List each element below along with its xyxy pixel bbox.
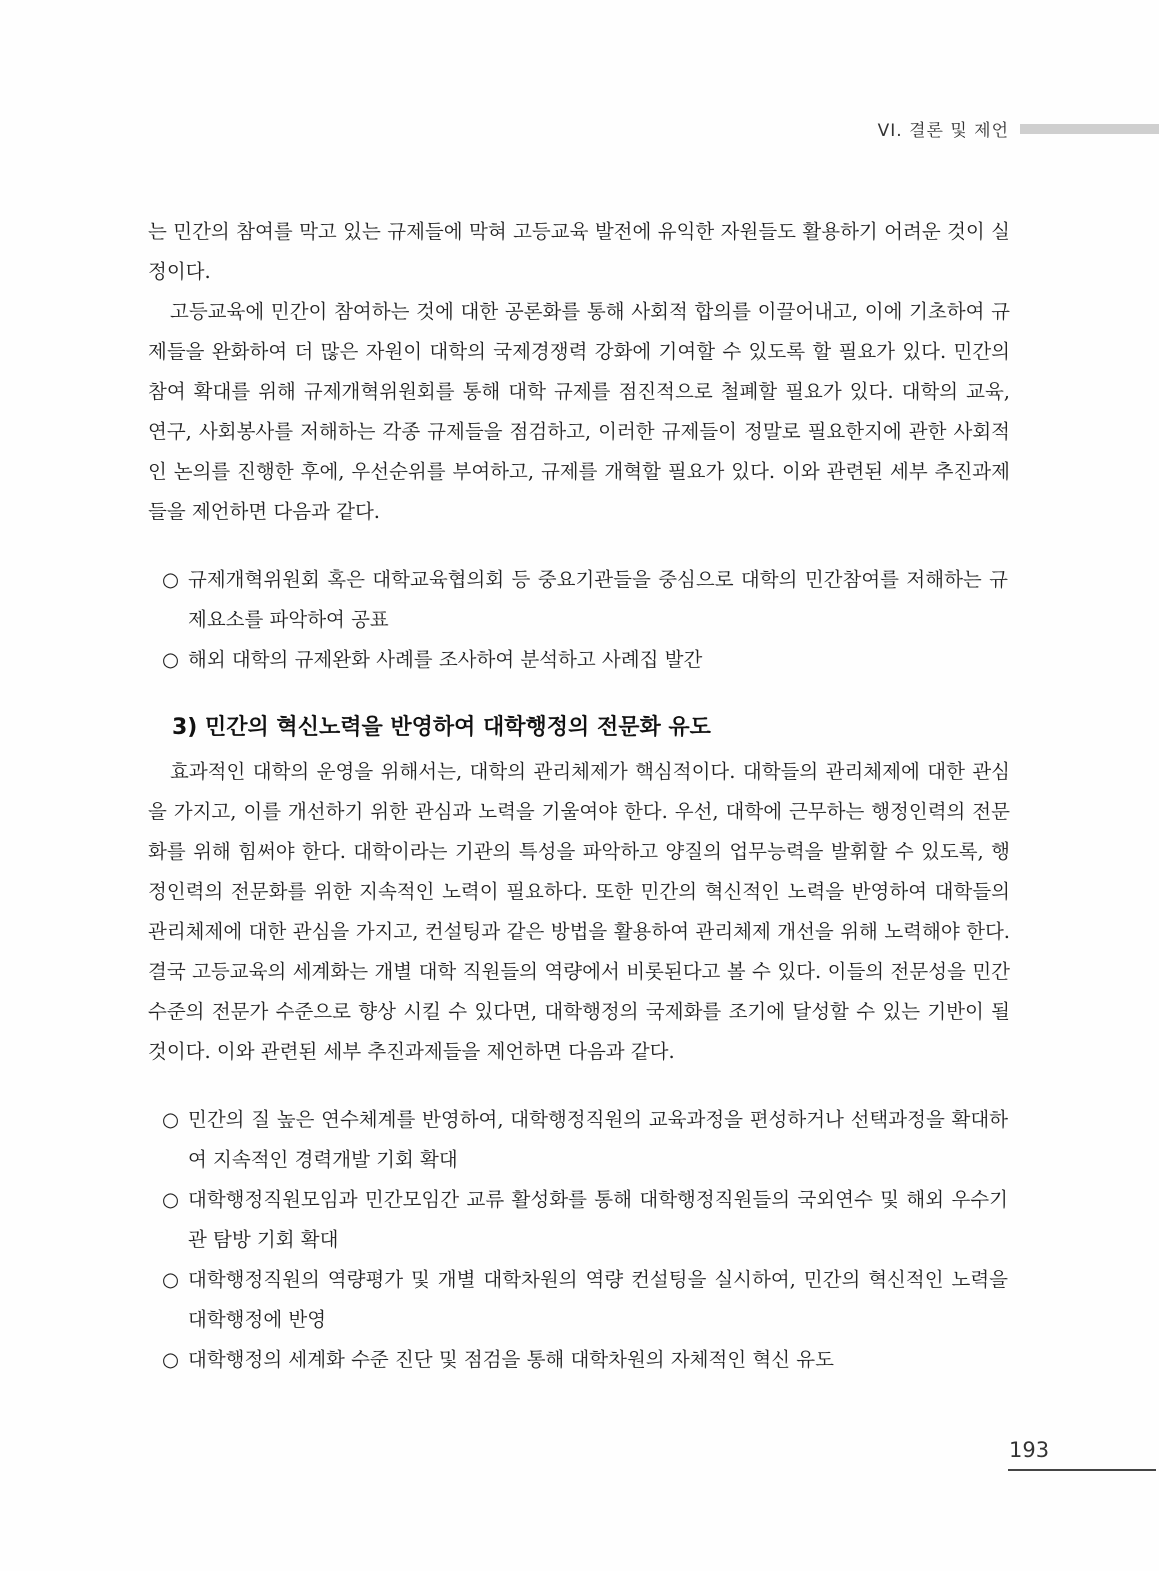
bullet-circle-icon: ○ xyxy=(162,568,180,591)
bullet-circle-icon: ○ xyxy=(162,1188,180,1211)
list-item xyxy=(148,640,1010,680)
list-item-text: 민간의 질 높은 연수체계를 반영하여, 대학행정직원의 교육과정을 편성하거나 선택과정을 확대하여 지속적인 경력개발 기회 확대 xyxy=(188,1108,1008,1171)
bullet-list-administration xyxy=(148,1100,1010,1380)
paragraph-continuation: 는 민간의 참여를 막고 있는 규제들에 막혀 고등교육 발전에 유익한 자원들도 활용하기 어려운 것이 실정이다. xyxy=(148,220,1010,283)
list-item xyxy=(148,1100,1010,1180)
page-content xyxy=(148,212,1010,1380)
list-item-text: 규제개혁위원회 혹은 대학교육협의회 등 중요기관들을 중심으로 대학의 민간참여를 저해하는 규제요소를 파악하여 공표 xyxy=(188,568,1008,631)
running-header xyxy=(0,116,1159,142)
paragraph-administration: 효과적인 대학의 운영을 위해서는, 대학의 관리체제가 핵심적이다. 대학들의 관리체제에 대한 관심을 가지고, 이를 개선하기 위한 관심과 노력을 기울여야 한다. 우선, 대학에 근무하는 행정인력의 전문화를 위해 힘써야 한다. 대학이라는 기관의 특성을 파악하고 양질의 업무능력을 발휘할 수 있도록, 행정인력의 전문화를 위한 지속적인 노력이 필요하다. 또한 민간의 혁신적인 노력을 반영하여 대학들의 관리체제에 대한 관심을 가지고, 컨설팅과 같은 방법을 활용하여 관리체제 개선을 위해 노력해야 한다. 결국 고등교육의 세계화는 개별 대학 직원들의 역량에서 비롯된다고 볼 수 있다. 이들의 전문성을 민간수준의 전문가 수준으로 향상 시킬 수 있다면, 대학행정의 국제화를 조기에 달성할 수 있는 기반이 될 것이다. 이와 관련된 세부 추진과제들을 제언하면 다음과 같다. xyxy=(148,760,1010,1063)
bullet-circle-icon: ○ xyxy=(162,1268,180,1291)
list-item xyxy=(148,1340,1010,1380)
chapter-title: VI. 결론 및 제언 xyxy=(877,121,1009,141)
bullet-circle-icon: ○ xyxy=(162,1348,180,1371)
list-item xyxy=(148,1260,1010,1340)
list-item xyxy=(148,1180,1010,1260)
header-bar xyxy=(1020,124,1159,134)
bullet-circle-icon: ○ xyxy=(162,648,180,671)
list-item-text: 대학행정의 세계화 수준 진단 및 점검을 통해 대학차원의 자체적인 혁신 유도 xyxy=(188,1348,834,1371)
list-item-text: 해외 대학의 규제완화 사례를 조사하여 분석하고 사례집 발간 xyxy=(188,648,703,671)
footer-rule xyxy=(1008,1469,1156,1471)
list-item-text: 대학행정직원의 역량평가 및 개별 대학차원의 역량 컨설팅을 실시하여, 민간의 혁신적인 노력을 대학행정에 반영 xyxy=(188,1268,1008,1331)
list-item xyxy=(148,560,1010,640)
bullet-list-regulation xyxy=(148,560,1010,680)
section-heading: 3) 민간의 혁신노력을 반영하여 대학행정의 전문화 유도 xyxy=(172,715,711,740)
list-item-text: 대학행정직원모임과 민간모임간 교류 활성화를 통해 대학행정직원들의 국외연수 및 해외 우수기관 탐방 기회 확대 xyxy=(188,1188,1008,1251)
page-number: 193 xyxy=(1009,1438,1050,1462)
bullet-circle-icon: ○ xyxy=(162,1108,180,1131)
paragraph-regulation: 고등교육에 민간이 참여하는 것에 대한 공론화를 통해 사회적 합의를 이끌어내고, 이에 기초하여 규제들을 완화하여 더 많은 자원이 대학의 국제경쟁력 강화에 기여할 수 있도록 할 필요가 있다. 민간의 참여 확대를 위해 규제개혁위원회를 통해 대학 규제를 점진적으로 철폐할 필요가 있다. 대학의 교육, 연구, 사회봉사를 저해하는 각종 규제들을 점검하고, 이러한 규제들이 정말로 필요한지에 관한 사회적인 논의를 진행한 후에, 우선순위를 부여하고, 규제를 개혁할 필요가 있다. 이와 관련된 세부 추진과제들을 제언하면 다음과 같다. xyxy=(148,300,1010,523)
